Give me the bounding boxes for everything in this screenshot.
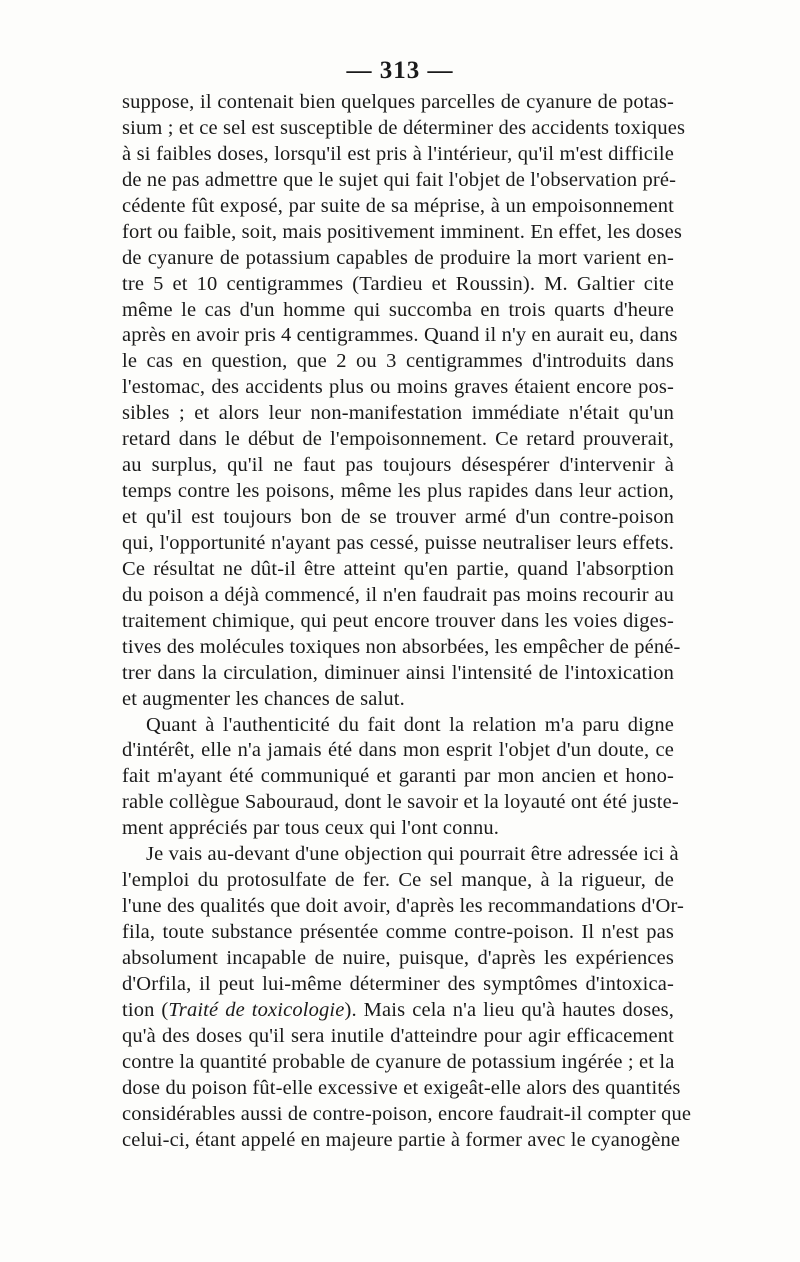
text-line: traitement chimique, qui peut encore trouver dans les voies diges- [122, 609, 674, 632]
text-line: suppose, il contenait bien quelques parcelles de cyanure de potas- [122, 91, 674, 113]
book-title-italic: Traité de toxicologie [168, 998, 345, 1021]
text-fragment: ). Mais cela n'a lieu qu'à hautes doses, [344, 998, 674, 1021]
text-line: trer dans la circulation, diminuer ainsi l'intensité de l'intoxication [122, 661, 674, 684]
text-line: contre la quantité probable de cyanure de potassium ingérée ; et la [122, 1050, 675, 1073]
text-line: le cas en question, que 2 ou 3 centigrammes d'introduits dans [122, 350, 674, 373]
page-number: — 313 — [346, 57, 454, 84]
text-line: d'intérêt, elle n'a jamais été dans mon esprit l'objet d'un doute, ce [122, 739, 674, 762]
text-line: sibles ; et alors leur non-manifestation immédiate n'était qu'un [122, 402, 674, 425]
text-line: dose du poison fût-elle excessive et exigeât-elle alors des quantités [122, 1076, 681, 1099]
text-line: fait m'ayant été communiqué et garanti par mon ancien et hono- [122, 765, 674, 788]
text-line: Ce résultat ne dût-il être atteint qu'en partie, quand l'absorption [122, 557, 674, 580]
text-line: tives des molécules toxiques non absorbées, les empêcher de péné- [122, 635, 681, 658]
text-line: après en avoir pris 4 centigrammes. Quand il n'y en aurait eu, dans [122, 324, 678, 347]
text-line: l'estomac, des accidents plus ou moins graves étaient encore pos- [122, 376, 674, 399]
text-line: l'emploi du protosulfate de fer. Ce sel manque, à la rigueur, de [122, 869, 674, 892]
text-line: absolument incapable de nuire, puisque, d'après les expériences [122, 946, 674, 969]
text-line: ment appréciés par tous ceux qui l'ont connu. [122, 817, 500, 840]
text-line: celui-ci, étant appelé en majeure partie à former avec le cyanogène [122, 1128, 681, 1151]
text-line: et qu'il est toujours bon de se trouver armé d'un contre-poison [122, 506, 674, 528]
text-line: cédente fût exposé, par suite de sa méprise, à un empoisonnement [122, 194, 674, 217]
text-line: temps contre les poisons, même les plus rapides dans leur action, [122, 480, 674, 503]
text-line: qui, l'opportunité n'ayant pas cessé, puisse neutraliser leurs effets. [122, 531, 674, 554]
text-line: tre 5 et 10 centigrammes (Tardieu et Roussin). M. Galtier cite [122, 272, 674, 295]
text-line: de ne pas admettre que le sujet qui fait l'objet de l'observation pré- [122, 168, 677, 191]
text-line: fila, toute substance présentée comme contre-poison. Il n'est pas [122, 921, 674, 943]
text-line: au surplus, qu'il ne faut pas toujours désespérer d'intervenir à [122, 454, 674, 477]
text-line: qu'à des doses qu'il sera inutile d'atteindre pour agir efficacement [122, 1024, 674, 1047]
text-fragment: tion ( [122, 998, 169, 1021]
text-line: considérables aussi de contre-poison, encore faudrait-il compter que [122, 1102, 692, 1125]
text-line: l'une des qualités que doit avoir, d'après les recommandations d'Or- [122, 895, 685, 918]
text-line: de cyanure de potassium capables de produire la mort varient en- [122, 246, 674, 269]
body-text [122, 90, 692, 1153]
text-line [122, 998, 674, 1024]
text-line: d'Orfila, il peut lui-même déterminer des symptômes d'intoxica- [122, 972, 674, 995]
text-line: rable collègue Sabouraud, dont le savoir et la loyauté ont été juste- [122, 791, 679, 814]
text-line: Quant à l'authenticité du fait dont la relation m'a paru digne [146, 713, 674, 736]
text-line: Je vais au-devant d'une objection qui pourrait être adressée ici à [146, 843, 679, 866]
text-line: à si faibles doses, lorsqu'il est pris à l'intérieur, qu'il m'est difficile [122, 142, 674, 165]
text-line: du poison a déjà commencé, il n'en faudrait pas moins recourir au [122, 583, 674, 606]
text-line: retard dans le début de l'empoisonnement. Ce retard prouverait, [122, 428, 674, 451]
text-line: et augmenter les chances de salut. [122, 687, 405, 710]
text-line: même le cas d'un homme qui succomba en trois quarts d'heure [122, 298, 674, 321]
text-line: sium ; et ce sel est susceptible de déterminer des accidents toxiques [122, 116, 686, 139]
text-line: fort ou faible, soit, mais positivement imminent. En effet, les doses [122, 220, 682, 243]
